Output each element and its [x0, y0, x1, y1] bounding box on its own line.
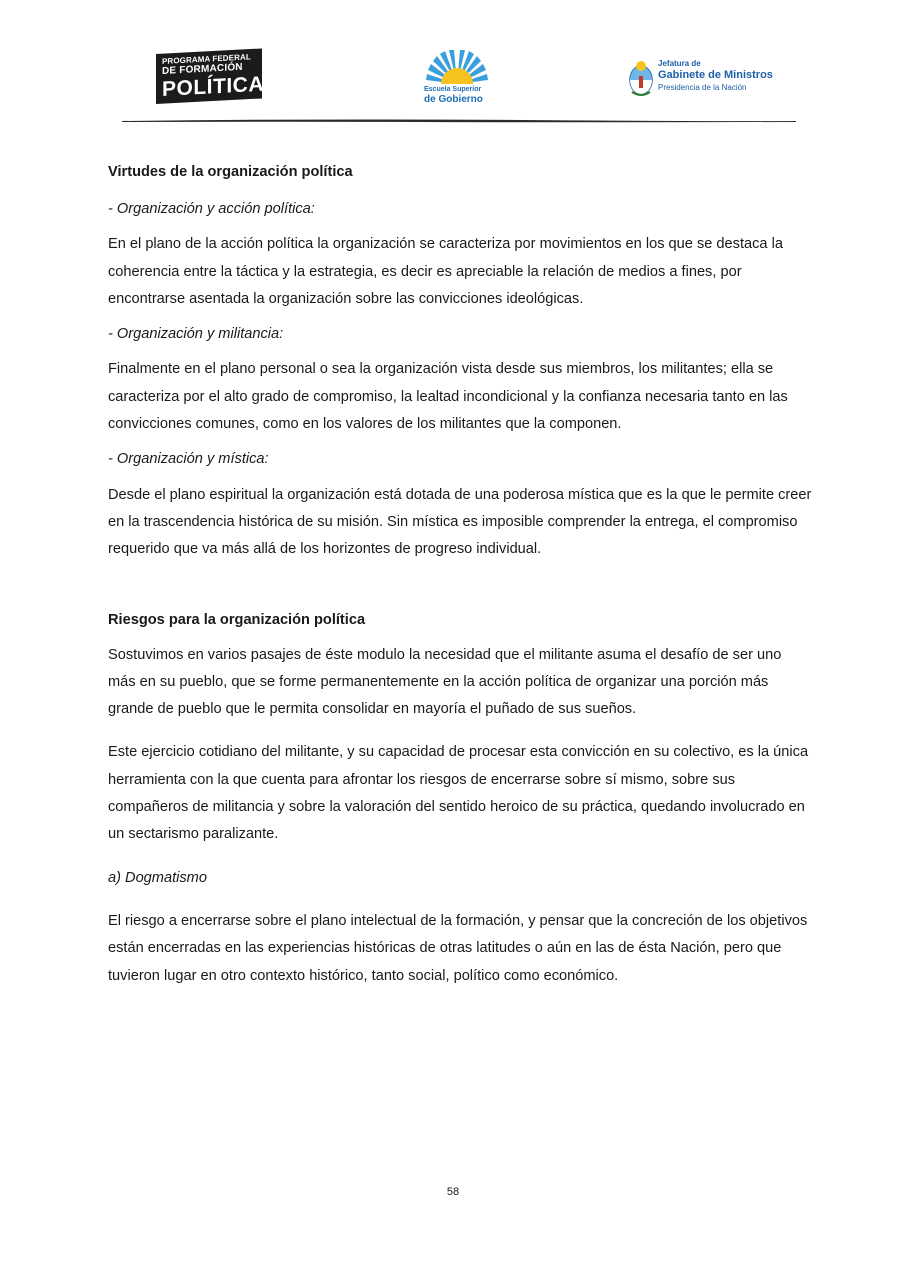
escuela-superior-logo: [418, 50, 496, 110]
paragraph-riesgos-intro: Sostuvimos en varios pasajes de éste modulo la necesidad que el militante asuma el desafío de ser uno más en su pueblo, que se forme permanentemente en la acción política de organizar una porción más grande de pueblo que le permita consolidar en mayoría el puñado de sus sueños.: [108, 646, 782, 718]
page-number: 58: [446, 1186, 460, 1198]
subheading-militancia: - Organización y militancia:: [108, 326, 284, 343]
programa-federal-logo: [156, 54, 262, 104]
logo-line-1: Jefatura de: [658, 59, 701, 68]
subheading-accion-politica: - Organización y acción política:: [108, 201, 315, 217]
subheading-mistica: - Organización y mística:: [108, 451, 269, 468]
logo-line-3: POLÍTICA: [162, 72, 264, 101]
logo-line-1: PROGRAMA FEDERAL: [162, 52, 251, 66]
paragraph-dogmatismo: El riesgo a encerrarse sobre el plano intelectual de la formación, y pensar que la concreción de los objetivos están encerradas en las experiencias históricas de otras latitudes o aún en las de ésta Nación, pero que tuvieron lugar en otro contexto histórico, tanto social, político como económico.: [108, 912, 808, 984]
paragraph-accion-politica: En el plano de la acción política la organización se caracteriza por movimientos en los que se destaca la coherencia entre la táctica y la estrategia, es decir es apreciable la relación de medios a fines, por encontrarse asentada la organización sobre las convicciones ideológicas.: [108, 236, 783, 307]
logo-line-2: DE FORMACIÓN: [162, 61, 243, 77]
header-divider: [122, 118, 796, 124]
page-header: [0, 0, 906, 130]
paragraph-mistica: Desde el plano espiritual la organización está dotada de una poderosa mística que es la que le permite creer en la trascendencia histórica de su misión. Sin mística es imposible comprender la entrega, el compromiso requerido que va más allá de los horizontes de progreso individual.: [108, 486, 812, 558]
logo-line-2: de Gobierno: [424, 94, 483, 105]
section-heading-riesgos: Riesgos para la organización política: [108, 611, 366, 628]
section-heading-virtudes: Virtudes de la organización política: [108, 164, 353, 180]
paragraph-militancia: Finalmente en el plano personal o sea la organización vista desde sus miembros, los militantes; ella se caracteriza por el alto grado de compromiso, la lealtad incondicional y la confianza necesaria tanto en las convicciones comunes, como en los valores de los militantes que la componen.: [108, 361, 788, 433]
sun-rays-icon: [422, 50, 492, 86]
document-body: [108, 160, 812, 990]
paragraph-ejercicio-cotidiano: Este ejercicio cotidiano del militante, y su capacidad de procesar esta convicción en su colectivo, es la única herramienta con la que cuenta para afrontar los riesgos de encerrarse sobre sí mismo, sobre sus compañeros de militancia y sobre la valoración del sentido heroico de su práctica, quedando involucrado en un sectarismo paralizante.: [108, 744, 809, 843]
subheading-dogmatismo: a) Dogmatismo: [108, 869, 207, 886]
argentina-shield-icon: [628, 58, 654, 98]
logo-line-2: Gabinete de Ministros: [658, 69, 773, 81]
jefatura-gabinete-logo: [628, 58, 788, 102]
logo-line-3: Presidencia de la Nación: [658, 83, 747, 92]
logo-line-1: Escuela Superior: [424, 86, 482, 93]
